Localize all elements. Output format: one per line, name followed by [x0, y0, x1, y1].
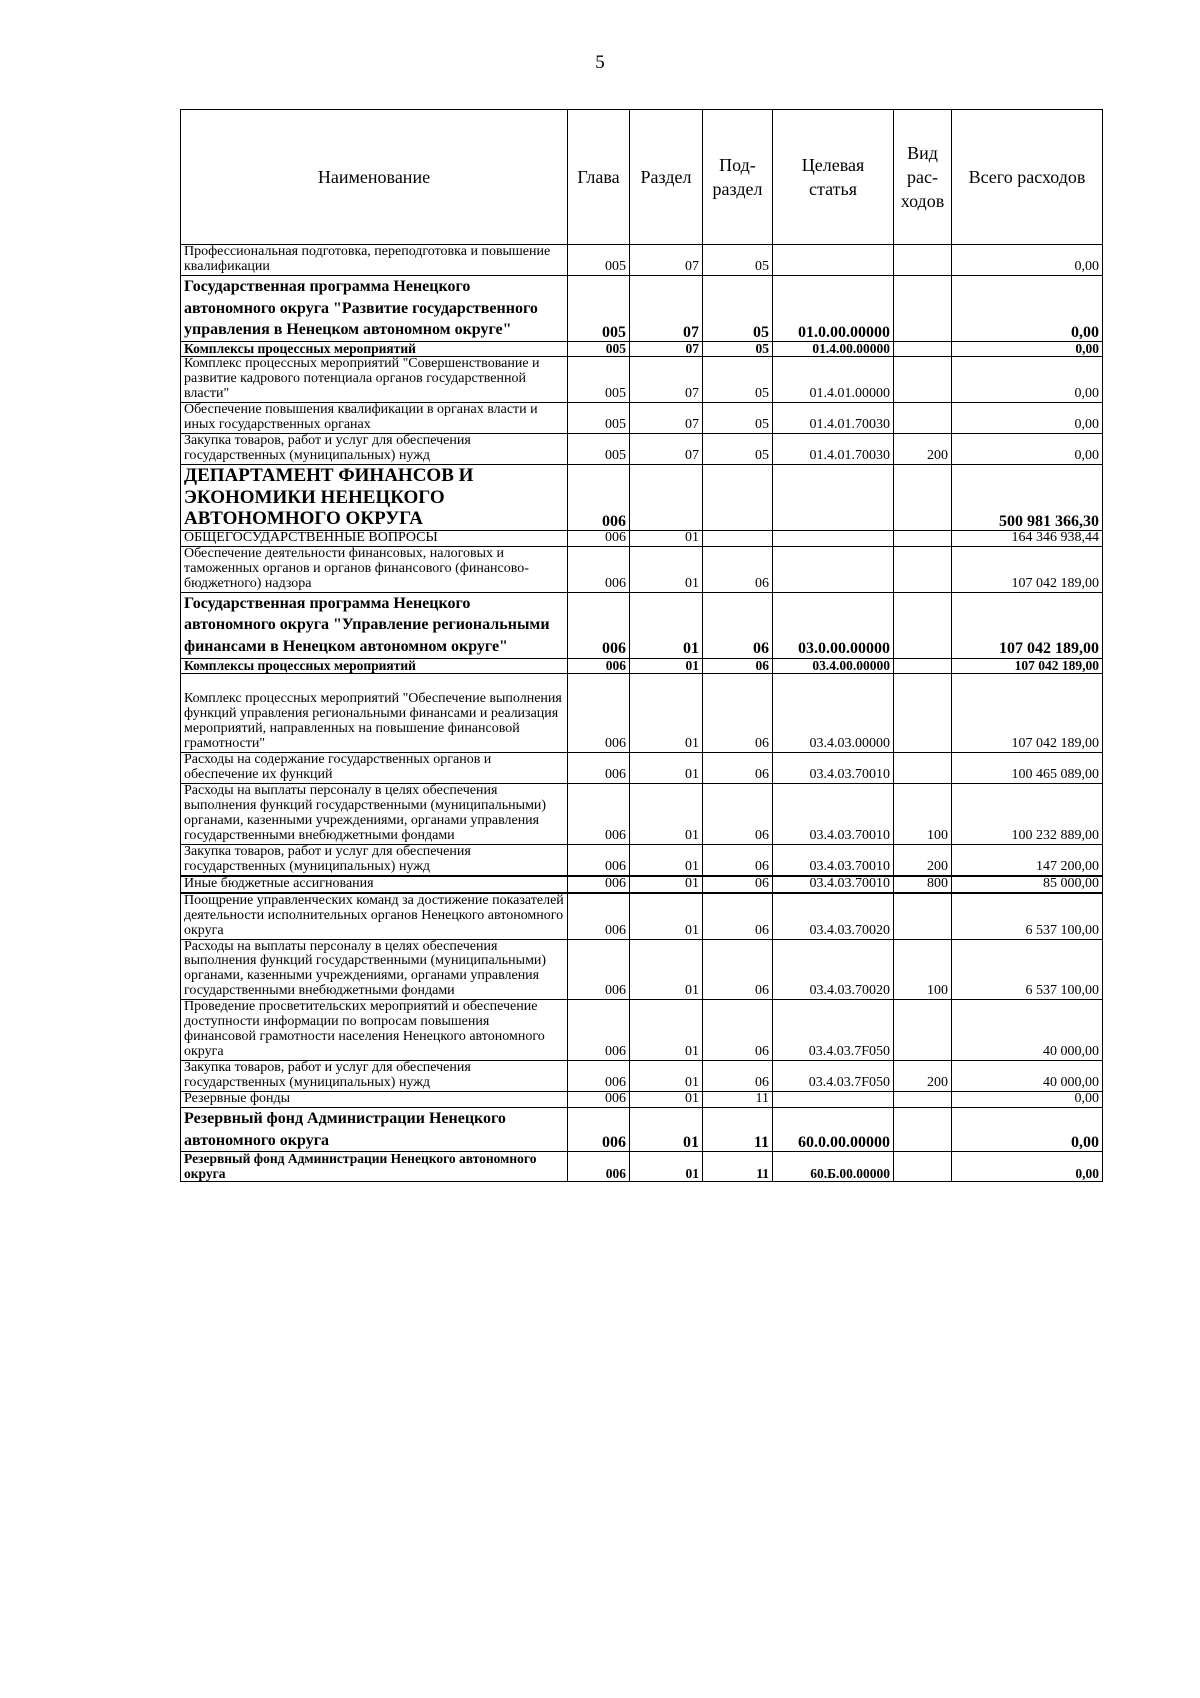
cell-glava: 005 [568, 341, 630, 356]
cell-tselevaya: 01.4.00.00000 [773, 341, 894, 356]
cell-tselevaya: 03.4.03.70010 [773, 783, 894, 844]
cell-razdel: 01 [630, 1092, 703, 1108]
cell-vid [894, 674, 952, 753]
cell-name: Иные бюджетные ассигнования [181, 876, 568, 893]
cell-vid [894, 893, 952, 939]
table-row [181, 893, 1103, 939]
cell-razdel: 01 [630, 844, 703, 875]
cell-name: Обеспечение деятельности финансовых, налоговых и таможенных органов и органов финансового (финансово-бюджетного) надзора [181, 546, 568, 592]
cell-total: 0,00 [952, 245, 1103, 276]
cell-razdel: 01 [630, 674, 703, 753]
header-row [181, 110, 1103, 245]
cell-podrazdel: 05 [703, 403, 773, 434]
table-row [181, 752, 1103, 783]
cell-tselevaya [773, 245, 894, 276]
cell-tselevaya: 01.4.01.00000 [773, 357, 894, 403]
cell-glava: 006 [568, 546, 630, 592]
cell-podrazdel: 06 [703, 546, 773, 592]
cell-tselevaya: 60.0.00.00000 [773, 1108, 894, 1152]
cell-podrazdel: 05 [703, 245, 773, 276]
cell-name: ДЕПАРТАМЕНТ ФИНАНСОВ И ЭКОНОМИКИ НЕНЕЦКОГО АВТОНОМНОГО ОКРУГА [181, 464, 568, 530]
cell-vid: 200 [894, 844, 952, 875]
cell-tselevaya: 60.Б.00.00000 [773, 1152, 894, 1182]
cell-vid [894, 1000, 952, 1061]
cell-tselevaya: 03.4.00.00000 [773, 658, 894, 673]
cell-razdel: 07 [630, 434, 703, 465]
cell-podrazdel [703, 464, 773, 530]
cell-vid: 200 [894, 1061, 952, 1092]
cell-total: 0,00 [952, 1108, 1103, 1152]
cell-glava: 006 [568, 530, 630, 546]
cell-tselevaya: 03.4.03.70010 [773, 876, 894, 893]
page-number: 5 [595, 52, 605, 73]
cell-total: 147 200,00 [952, 844, 1103, 875]
cell-tselevaya: 03.4.03.70010 [773, 844, 894, 875]
cell-tselevaya [773, 464, 894, 530]
cell-podrazdel: 06 [703, 752, 773, 783]
cell-podrazdel: 05 [703, 434, 773, 465]
cell-total: 6 537 100,00 [952, 893, 1103, 939]
cell-podrazdel: 11 [703, 1152, 773, 1182]
table-row [181, 1000, 1103, 1061]
cell-name: Расходы на выплаты персоналу в целях обеспечения выполнения функций государственными (муниципальными) органами, казенными учреждениями, органами управления государственными внебюджетными фондами [181, 939, 568, 1000]
cell-vid [894, 546, 952, 592]
cell-glava: 006 [568, 939, 630, 1000]
cell-tselevaya: 03.4.03.70020 [773, 939, 894, 1000]
cell-name: Поощрение управленческих команд за достижение показателей деятельности исполнительных органов Ненецкого автономного округа [181, 893, 568, 939]
cell-name: ОБЩЕГОСУДАРСТВЕННЫЕ ВОПРОСЫ [181, 530, 568, 546]
cell-total: 107 042 189,00 [952, 674, 1103, 753]
cell-razdel: 01 [630, 752, 703, 783]
table-row [181, 1108, 1103, 1152]
cell-tselevaya: 03.4.03.70010 [773, 752, 894, 783]
cell-vid [894, 1152, 952, 1182]
cell-vid [894, 1092, 952, 1108]
cell-podrazdel: 06 [703, 592, 773, 658]
cell-total: 0,00 [952, 434, 1103, 465]
cell-name: Государственная программа Ненецкого автономного округа "Управление региональными финансами в Ненецком автономном округе" [181, 592, 568, 658]
cell-razdel [630, 464, 703, 530]
cell-razdel: 01 [630, 530, 703, 546]
cell-glava: 006 [568, 674, 630, 753]
table-row [181, 1061, 1103, 1092]
cell-glava: 006 [568, 752, 630, 783]
cell-podrazdel: 06 [703, 1061, 773, 1092]
cell-razdel: 07 [630, 275, 703, 341]
cell-tselevaya: 01.4.01.70030 [773, 434, 894, 465]
cell-name: Обеспечение повышения квалификации в органах власти и иных государственных органах [181, 403, 568, 434]
table-row [181, 341, 1103, 356]
cell-podrazdel: 06 [703, 876, 773, 893]
cell-total: 107 042 189,00 [952, 546, 1103, 592]
cell-name: Комплексы процессных мероприятий [181, 658, 568, 673]
cell-razdel: 01 [630, 1061, 703, 1092]
cell-razdel: 01 [630, 658, 703, 673]
header-tselevaya: Целевая статья [773, 110, 894, 245]
table-row [181, 783, 1103, 844]
cell-total: 0,00 [952, 341, 1103, 356]
cell-name: Комплекс процессных мероприятий "Совершенствование и развитие кадрового потенциала органов государственной власти" [181, 357, 568, 403]
cell-total: 0,00 [952, 1152, 1103, 1182]
cell-podrazdel: 06 [703, 939, 773, 1000]
cell-total: 107 042 189,00 [952, 658, 1103, 673]
cell-podrazdel: 06 [703, 844, 773, 875]
cell-tselevaya: 03.4.03.00000 [773, 674, 894, 753]
cell-name: Государственная программа Ненецкого автономного округа "Развитие государственного управления в Ненецком автономном округе" [181, 275, 568, 341]
cell-vid [894, 245, 952, 276]
cell-podrazdel: 11 [703, 1108, 773, 1152]
cell-razdel: 07 [630, 341, 703, 356]
cell-razdel: 01 [630, 876, 703, 893]
cell-vid [894, 752, 952, 783]
table-row [181, 1152, 1103, 1182]
cell-podrazdel: 06 [703, 1000, 773, 1061]
table-body [181, 245, 1103, 1182]
cell-glava: 006 [568, 893, 630, 939]
cell-total: 0,00 [952, 275, 1103, 341]
cell-razdel: 07 [630, 357, 703, 403]
cell-total: 85 000,00 [952, 876, 1103, 893]
cell-vid: 100 [894, 783, 952, 844]
cell-razdel: 07 [630, 245, 703, 276]
budget-table [180, 109, 1103, 1182]
cell-glava: 006 [568, 876, 630, 893]
cell-vid [894, 403, 952, 434]
cell-razdel: 01 [630, 592, 703, 658]
header-vid: Вид рас-ходов [894, 110, 952, 245]
cell-vid [894, 357, 952, 403]
cell-podrazdel: 06 [703, 893, 773, 939]
cell-tselevaya: 03.4.03.70020 [773, 893, 894, 939]
cell-total: 100 232 889,00 [952, 783, 1103, 844]
cell-vid: 800 [894, 876, 952, 893]
cell-podrazdel: 06 [703, 783, 773, 844]
cell-razdel: 01 [630, 546, 703, 592]
cell-glava: 006 [568, 844, 630, 875]
header-name: Наименование [181, 110, 568, 245]
cell-tselevaya: 01.4.01.70030 [773, 403, 894, 434]
cell-name: Расходы на содержание государственных органов и обеспечение их функций [181, 752, 568, 783]
header-total: Всего расходов [952, 110, 1103, 245]
cell-glava: 005 [568, 245, 630, 276]
table-row [181, 1092, 1103, 1108]
cell-name: Комплекс процессных мероприятий "Обеспечение выполнения функций управления региональными финансами и реализация мероприятий, направленных на повышение финансовой грамотности" [181, 674, 568, 753]
cell-glava: 005 [568, 403, 630, 434]
cell-razdel: 01 [630, 1000, 703, 1061]
table-row [181, 434, 1103, 465]
cell-glava: 006 [568, 1108, 630, 1152]
cell-podrazdel: 05 [703, 357, 773, 403]
cell-vid [894, 275, 952, 341]
cell-total: 40 000,00 [952, 1000, 1103, 1061]
cell-glava: 006 [568, 1092, 630, 1108]
cell-total: 164 346 938,44 [952, 530, 1103, 546]
table-row [181, 245, 1103, 276]
table-row [181, 357, 1103, 403]
table-row [181, 876, 1103, 893]
cell-podrazdel: 05 [703, 275, 773, 341]
cell-glava: 006 [568, 592, 630, 658]
header-glava: Глава [568, 110, 630, 245]
cell-total: 0,00 [952, 1092, 1103, 1108]
table-row [181, 464, 1103, 530]
cell-tselevaya: 03.0.00.00000 [773, 592, 894, 658]
table-row [181, 403, 1103, 434]
cell-name: Комплексы процессных мероприятий [181, 341, 568, 356]
cell-name: Проведение просветительских мероприятий и обеспечение доступности информации по вопросам повышения финансовой грамотности населения Ненецкого автономного округа [181, 1000, 568, 1061]
header-podrazdel: Под-раздел [703, 110, 773, 245]
cell-tselevaya [773, 530, 894, 546]
table-row [181, 530, 1103, 546]
header-razdel: Раздел [630, 110, 703, 245]
cell-razdel: 01 [630, 1152, 703, 1182]
cell-glava: 005 [568, 357, 630, 403]
cell-podrazdel: 06 [703, 658, 773, 673]
cell-glava: 006 [568, 658, 630, 673]
cell-razdel: 01 [630, 1108, 703, 1152]
cell-name: Закупка товаров, работ и услуг для обеспечения государственных (муниципальных) нужд [181, 844, 568, 875]
cell-glava: 006 [568, 464, 630, 530]
table-row [181, 658, 1103, 673]
cell-total: 0,00 [952, 357, 1103, 403]
table-row [181, 939, 1103, 1000]
cell-podrazdel: 05 [703, 341, 773, 356]
cell-glava: 006 [568, 1152, 630, 1182]
cell-glava: 005 [568, 434, 630, 465]
cell-vid [894, 530, 952, 546]
cell-vid: 100 [894, 939, 952, 1000]
cell-glava: 005 [568, 275, 630, 341]
cell-total: 40 000,00 [952, 1061, 1103, 1092]
cell-glava: 006 [568, 783, 630, 844]
cell-name: Резервные фонды [181, 1092, 568, 1108]
cell-tselevaya: 03.4.03.7F050 [773, 1061, 894, 1092]
cell-vid: 200 [894, 434, 952, 465]
cell-tselevaya [773, 546, 894, 592]
cell-vid [894, 464, 952, 530]
table-row [181, 844, 1103, 875]
table-row [181, 592, 1103, 658]
cell-tselevaya: 01.0.00.00000 [773, 275, 894, 341]
cell-name: Расходы на выплаты персоналу в целях обеспечения выполнения функций государственными (муниципальными) органами, казенными учреждениями, органами управления государственными внебюджетными фондами [181, 783, 568, 844]
cell-glava: 006 [568, 1061, 630, 1092]
cell-podrazdel: 06 [703, 674, 773, 753]
table-row [181, 275, 1103, 341]
cell-vid [894, 341, 952, 356]
cell-tselevaya: 03.4.03.7F050 [773, 1000, 894, 1061]
cell-podrazdel: 11 [703, 1092, 773, 1108]
cell-total: 6 537 100,00 [952, 939, 1103, 1000]
cell-total: 100 465 089,00 [952, 752, 1103, 783]
cell-name: Резервный фонд Администрации Ненецкого автономного округа [181, 1152, 568, 1182]
cell-name: Резервный фонд Администрации Ненецкого автономного округа [181, 1108, 568, 1152]
cell-podrazdel [703, 530, 773, 546]
cell-vid [894, 1108, 952, 1152]
cell-name: Закупка товаров, работ и услуг для обеспечения государственных (муниципальных) нужд [181, 1061, 568, 1092]
cell-razdel: 01 [630, 893, 703, 939]
table-row [181, 674, 1103, 753]
cell-total: 0,00 [952, 403, 1103, 434]
cell-total: 107 042 189,00 [952, 592, 1103, 658]
cell-vid [894, 658, 952, 673]
cell-glava: 006 [568, 1000, 630, 1061]
cell-name: Закупка товаров, работ и услуг для обеспечения государственных (муниципальных) нужд [181, 434, 568, 465]
cell-total: 500 981 366,30 [952, 464, 1103, 530]
cell-vid [894, 592, 952, 658]
cell-razdel: 01 [630, 939, 703, 1000]
table-row [181, 546, 1103, 592]
cell-razdel: 07 [630, 403, 703, 434]
cell-name: Профессиональная подготовка, переподготовка и повышение квалификации [181, 245, 568, 276]
cell-tselevaya [773, 1092, 894, 1108]
cell-razdel: 01 [630, 783, 703, 844]
